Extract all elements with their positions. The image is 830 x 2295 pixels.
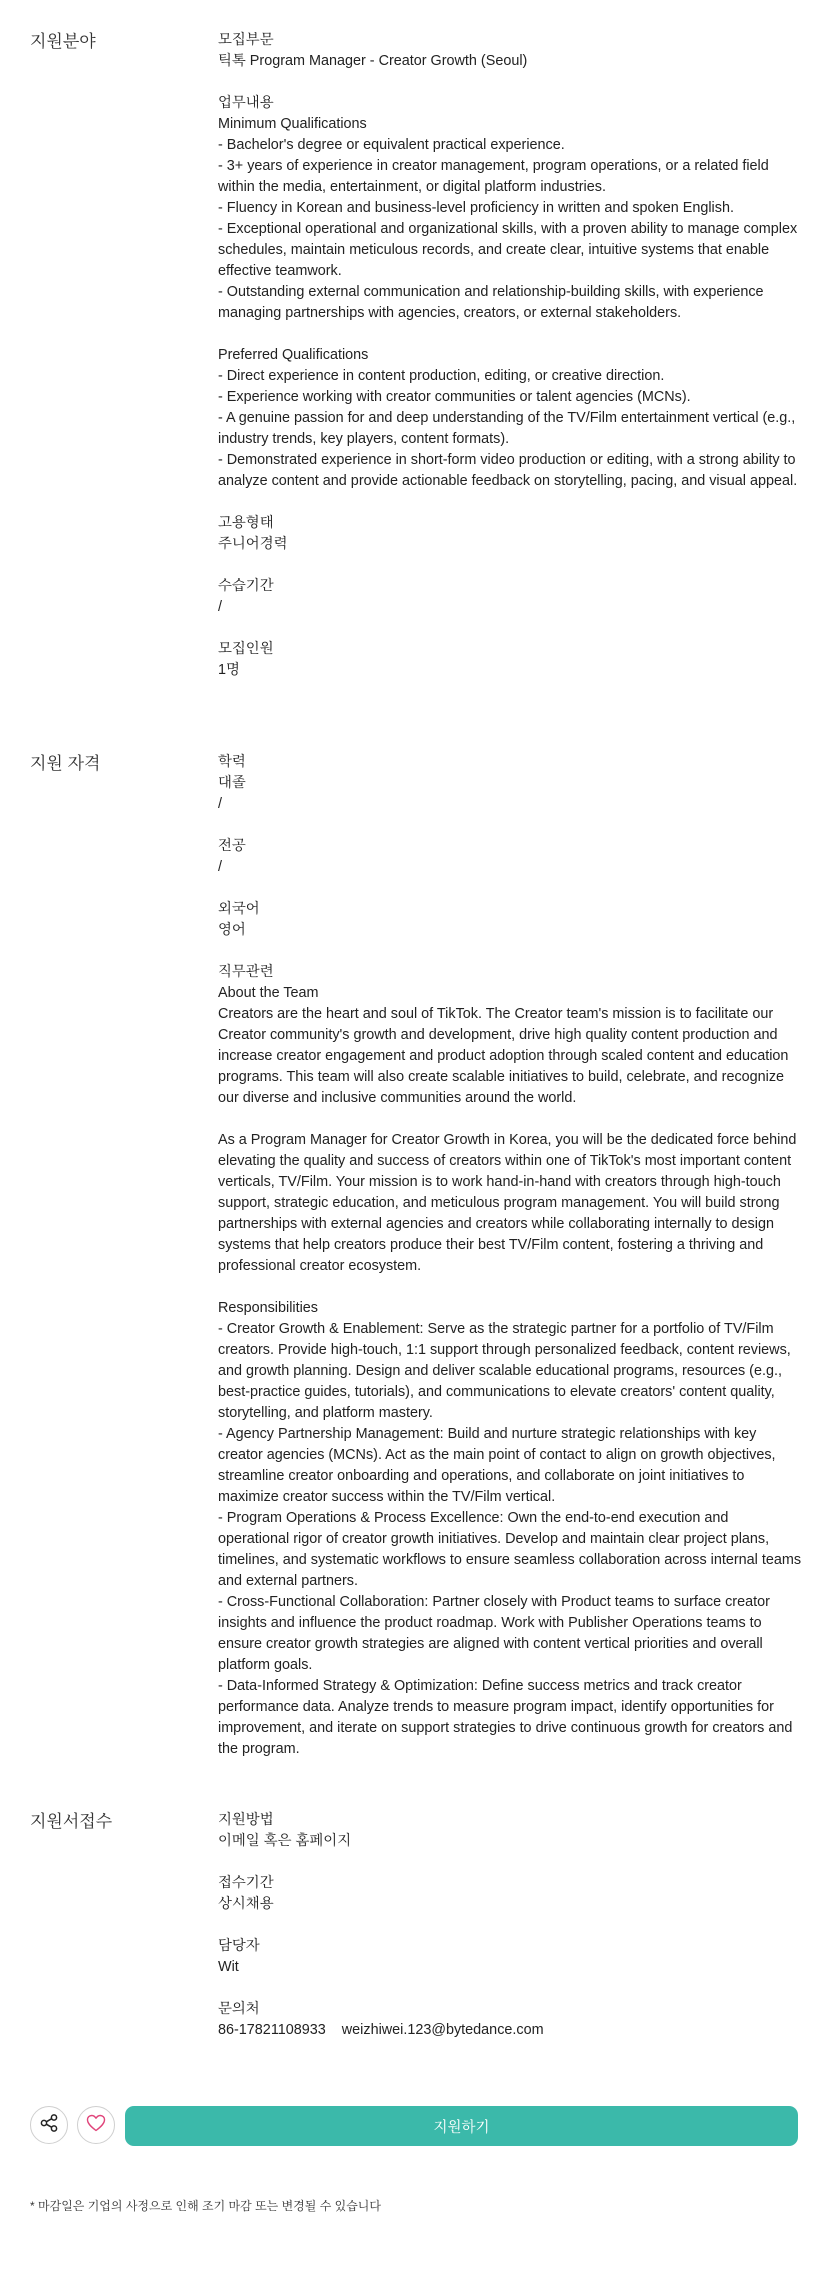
heart-icon [86, 2114, 106, 2136]
qualification-body [218, 752, 803, 1781]
probation-label: 수습기간 [218, 578, 274, 594]
education-label: 학력 [218, 754, 246, 770]
recruit-dept-label: 모집부문 [218, 32, 274, 48]
job-related-label: 직무관련 [218, 964, 274, 980]
education-value: 대졸 / [218, 775, 246, 812]
contact-email: weizhiwei.123@bytedance.com [341, 2022, 544, 2038]
deadline-notice: * 마감일은 기업의 사정으로 인해 조기 마감 또는 변경될 수 있습니다 [30, 2199, 381, 2213]
role-description: As a Program Manager for Creator Growth in Korea, you will be the dedicated force behind elevating the quality and success of creators within one of TikTok's most important content verticals, TV/Film. Your mission is to work hand-in-hand with creators through high-touch support, strategic education, and meticulous program management. You will build strong partnerships with external agencies and creators while collaborating internally to design systems that help creators produce their best TV/Film content, fostering a thriving and professional creator ecosystem. [218, 1132, 797, 1274]
contact-phone: 86-17821108933 [218, 2022, 326, 2038]
recruit-dept-field [218, 30, 803, 72]
language-field [218, 899, 803, 941]
headcount-field [218, 639, 803, 681]
preferred-qualifications: Preferred Qualifications - Direct experience in content production, editing, or creative direction. - Experience working with creator communities or talent agencies (MCNs). - A genuine passion for and deep understanding of the TV/Film entertainment vertical (e.g., industry trends, key players, content formats). - Demonstrated experience in short-form video production or editing, with a strong ability to analyze content and provide actionable feedback on storytelling, pacing, and visual appeal. [218, 347, 798, 489]
headcount-label: 모집인원 [218, 641, 274, 657]
manager-label: 담당자 [218, 1938, 260, 1954]
major-field [218, 836, 803, 878]
minimum-qualifications: Minimum Qualifications - Bachelor's degree or equivalent practical experience. - 3+ years of experience in creator management, program operations, or a related field within the media, entertainment, or digital platform industries. - Fluency in Korean and business-level proficiency in written and spoken English. - Exceptional operational and organizational skills, with a proven ability to manage complex schedules, maintain meticulous records, and create clear, intuitive systems that enable effective teamwork. - Outstanding external communication and relationship-building skills, with experience managing partnerships with agencies, creators, or external stakeholders. [218, 116, 798, 321]
method-field [218, 1810, 803, 1852]
section-title-qualification: 지원 자격 [30, 754, 101, 773]
contact-row [218, 2020, 803, 2041]
duties-field [218, 93, 803, 492]
share-icon [39, 2113, 59, 2137]
employment-type-label: 고용형태 [218, 515, 274, 531]
duties-label: 업무내용 [218, 95, 274, 111]
responsibilities: Responsibilities - Creator Growth & Enablement: Serve as the strategic partner for a portfolio of TV/Film creators. Provide high-touch, 1:1 support through personalized feedback, content reviews, and growth planning. Design and deliver scalable educational programs, resources (e.g., best-practice guides, tutorials), and communications to elevate creators' content quality, storytelling, and platform mastery. - Agency Partnership Management: Build and nurture strategic relationships with key creator agencies (MCNs). Act as the main point of contact to align on growth objectives, streamline creator onboarding and operations, and collaborate on joint initiatives to maximize creator success within the TV/Film vertical. - Program Operations & Process Excellence: Own the end-to-end execution and operational rigor of creator growth initiatives. Develop and maintain clear project plans, timelines, and systematic workflows to ensure seamless collaboration across internal teams and external partners. - Cross-Functional Collaboration: Partner closely with Product teams to surface creator insights and influence the product roadmap. Work with Publisher Operations teams to ensure creator growth strategies are aligned with content vertical priorities and overall platform goals. - Data-Informed Strategy & Optimization: Define success metrics and track creator performance data. Analyze trends to measure program impact, identify opportunities for improvement, and iterate on support strategies to drive continuous growth for creators and the program. [218, 1300, 802, 1757]
education-field [218, 752, 803, 815]
headcount-value: 1명 [218, 662, 240, 678]
major-value: / [218, 859, 222, 875]
contact-label: 문의처 [218, 2001, 260, 2017]
action-bar [30, 2106, 800, 2146]
manager-value: Wit [218, 1959, 239, 1975]
language-value: 영어 [218, 922, 246, 938]
probation-value: / [218, 599, 222, 615]
major-label: 전공 [218, 838, 246, 854]
application-body [218, 1810, 803, 2062]
manager-field [218, 1936, 803, 1978]
employment-type-field [218, 513, 803, 555]
apply-button[interactable]: 지원하기 [125, 2106, 798, 2146]
period-field [218, 1873, 803, 1915]
contact-field [218, 1999, 803, 2041]
period-label: 접수기간 [218, 1875, 274, 1891]
probation-field [218, 576, 803, 618]
language-label: 외국어 [218, 901, 260, 917]
like-button[interactable] [77, 2106, 115, 2144]
period-value: 상시채용 [218, 1896, 274, 1912]
method-value: 이메일 혹은 홈페이지 [218, 1833, 352, 1849]
recruit-dept-value: 틱톡 Program Manager - Creator Growth (Seoul) [218, 53, 528, 69]
apply-field-body [218, 30, 803, 702]
about-team: About the Team Creators are the heart and soul of TikTok. The Creator team's mission is to facilitate our Creator community's growth and development, drive high quality content production and increase creator engagement and product adoption through scaled content and education programs. This team will also create scalable initiatives to build, celebrate, and recognize our diverse and inclusive communities around the world. [218, 985, 789, 1106]
job-related-field [218, 962, 803, 1760]
section-title-application: 지원서접수 [30, 1812, 113, 1831]
employment-type-value: 주니어경력 [218, 536, 288, 552]
method-label: 지원방법 [218, 1812, 274, 1828]
section-title-apply-field: 지원분야 [30, 32, 96, 51]
share-button[interactable] [30, 2106, 68, 2144]
